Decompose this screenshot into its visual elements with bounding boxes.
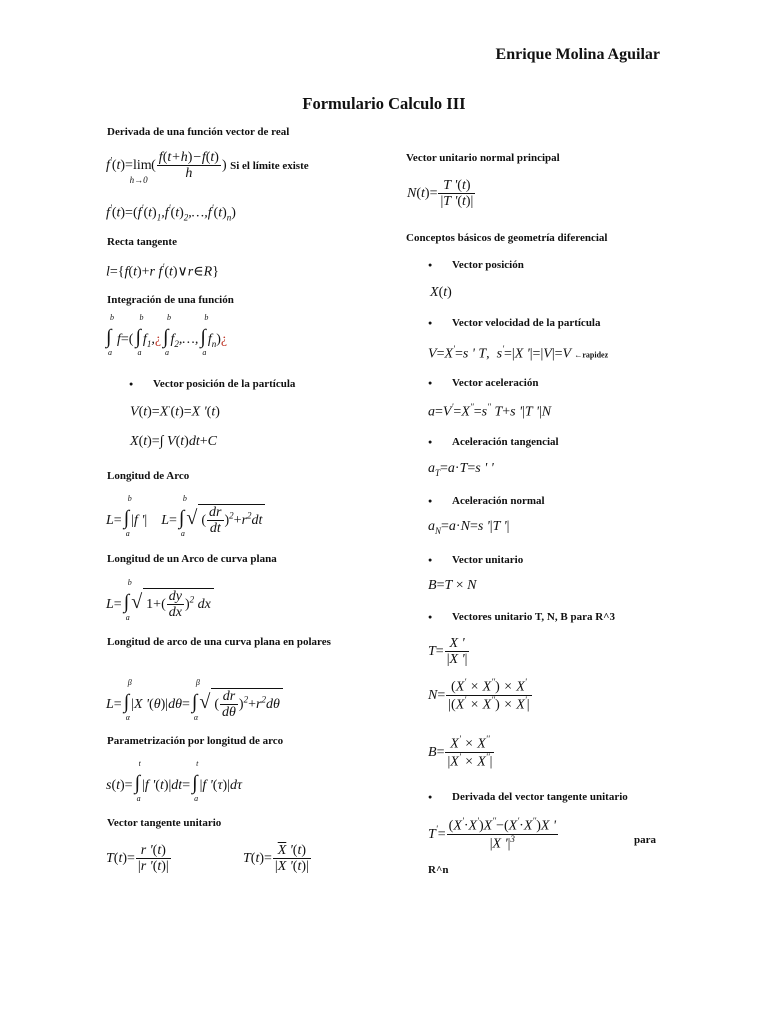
formula-velocity: V=X'=s ' T, s'=|X '|=|V|=V ←rapidez [428,344,609,362]
formula-unit-tangent: T(t)= $\frac{r '(t)}{|r '(t)|}$ [106,843,169,875]
formula-unit-tangent-x: T(t)= $\frac{\overline{X} '(t)}{|X '(t)|}$ [243,843,309,875]
formula-T-r3: T= $\frac{X '}{|X '|}$ [428,636,468,668]
formula-N-r3: N= $\frac{(X' \times X'') \times X'}{|(X' \times X'') \times X'|}$ [428,677,530,713]
heading-conceptos: Conceptos básicos de geometría diferencial [406,232,608,244]
formula-tangent-line: l={f(t)+r f'(t)∨r∈R} [106,262,219,280]
formula-binormal: B=T × N [428,578,477,593]
heading-vector-tangente: Vector tangente unitario [107,817,222,829]
formula-position: X(t) [430,285,452,300]
formula-plane-arc-length: L= ∫ b a √ 1+( $\frac{dy}{dx}$ )$^2$ dx [106,588,214,621]
bullet-vector-unitario: ● Vector unitario [452,554,523,566]
heading-parametrizacion: Parametrización por longitud de arco [107,735,284,747]
para-text: para [634,834,656,846]
heading-longitud-arco: Longitud de Arco [107,470,190,482]
bullet-aceleracion-normal: ● Aceleración normal [452,495,545,507]
heading-derivada-vector: Derivada de una función vector de real [107,126,290,138]
formula-arc-length-parametrization: s(t)= ∫ t a |f '(t)|dt= ∫ t a |f '(τ)|dτ [106,759,242,804]
formula-tangential-acceleration: $a_T=a\cdot T=s$ ' ' [428,461,494,478]
bullet-vector-posicion: ● Vector posición [452,259,524,271]
bullet-vector-velocidad: ● Vector velocidad de la partícula [452,317,601,329]
heading-longitud-curva-plana: Longitud de un Arco de curva plana [107,553,277,565]
formula-derivative-components: $f'(t)=(f'(t)_1,f'(t)_2,\dots,f'(t)_n)$ [106,203,236,223]
formula-position-derivative: V(t)=X·(t)=X '(t) [130,402,220,420]
formula-derivative-limit: $f'(t)=\lim_{h\to 0}$ ( $\frac{f(t+h)-f(t)}{h}$ ) Si el límite existe [106,150,309,185]
bullet-vector-aceleracion: ● Vector aceleración [452,377,538,389]
bullet-vectores-tnb: ● Vectores unitario T, N, B para R^3 [452,611,615,623]
heading-integracion: Integración de una función [107,294,234,306]
heading-vector-normal: Vector unitario normal principal [406,152,560,164]
formula-acceleration: a=V'=X''=s'' T+s '|T '|N [428,402,552,420]
formula-arc-length: L= ∫ b a |f '| L= ∫ b a √ ( $\frac{dr}{dt}$ )$^2+r^2dt$ [106,504,265,537]
rapidez-note: ←rapidez [574,350,609,360]
formula-B-r3: B= $\frac{X' \times X''}{|X' \times X''|}$ [428,734,493,770]
bullet-derivada-tangente: ● Derivada del vector tangente unitario [452,791,628,803]
formula-normal-acceleration: $a_N=a\cdot N=s$ '|T '| [428,519,510,536]
rn-text: R^n [428,864,449,876]
bullet-vector-posicion-particula: ● Vector posición de la partícula [153,378,295,390]
formula-integration: ∫ b a f=( ∫ b a $f_1,¿$ ∫ b a $f_2,\dots$, ∫ b a $f_n)¿$ [106,313,228,358]
page-title: Formulario Calculo III [302,94,466,113]
formula-unit-normal: N(t)= $\frac{T '(t)}{|T '(t)|}$ [407,178,474,210]
bullet-aceleracion-tangencial: ● Aceleración tangencial [452,436,559,448]
formula-polar-arc-length: L= ∫ β α |X '(θ)|dθ= ∫ β α √ ( $\frac{dr}{d\theta}$ )$^2+r^2d\theta$ [106,688,283,721]
heading-recta-tangente: Recta tangente [107,236,177,248]
formula-tangent-derivative-rn: T'= $\frac{(X'\cdot X')X''-(X'\cdot X'')X '}{|X '|^3}$ [428,816,556,852]
heading-longitud-polares: Longitud de arco de una curva plana en polares [107,636,331,648]
limit-note: Si el límite existe [230,160,309,173]
formula-position-integral: X(t)=∫ V(t)dt+C [130,434,217,449]
author-name: Enrique Molina Aguilar [495,46,660,63]
